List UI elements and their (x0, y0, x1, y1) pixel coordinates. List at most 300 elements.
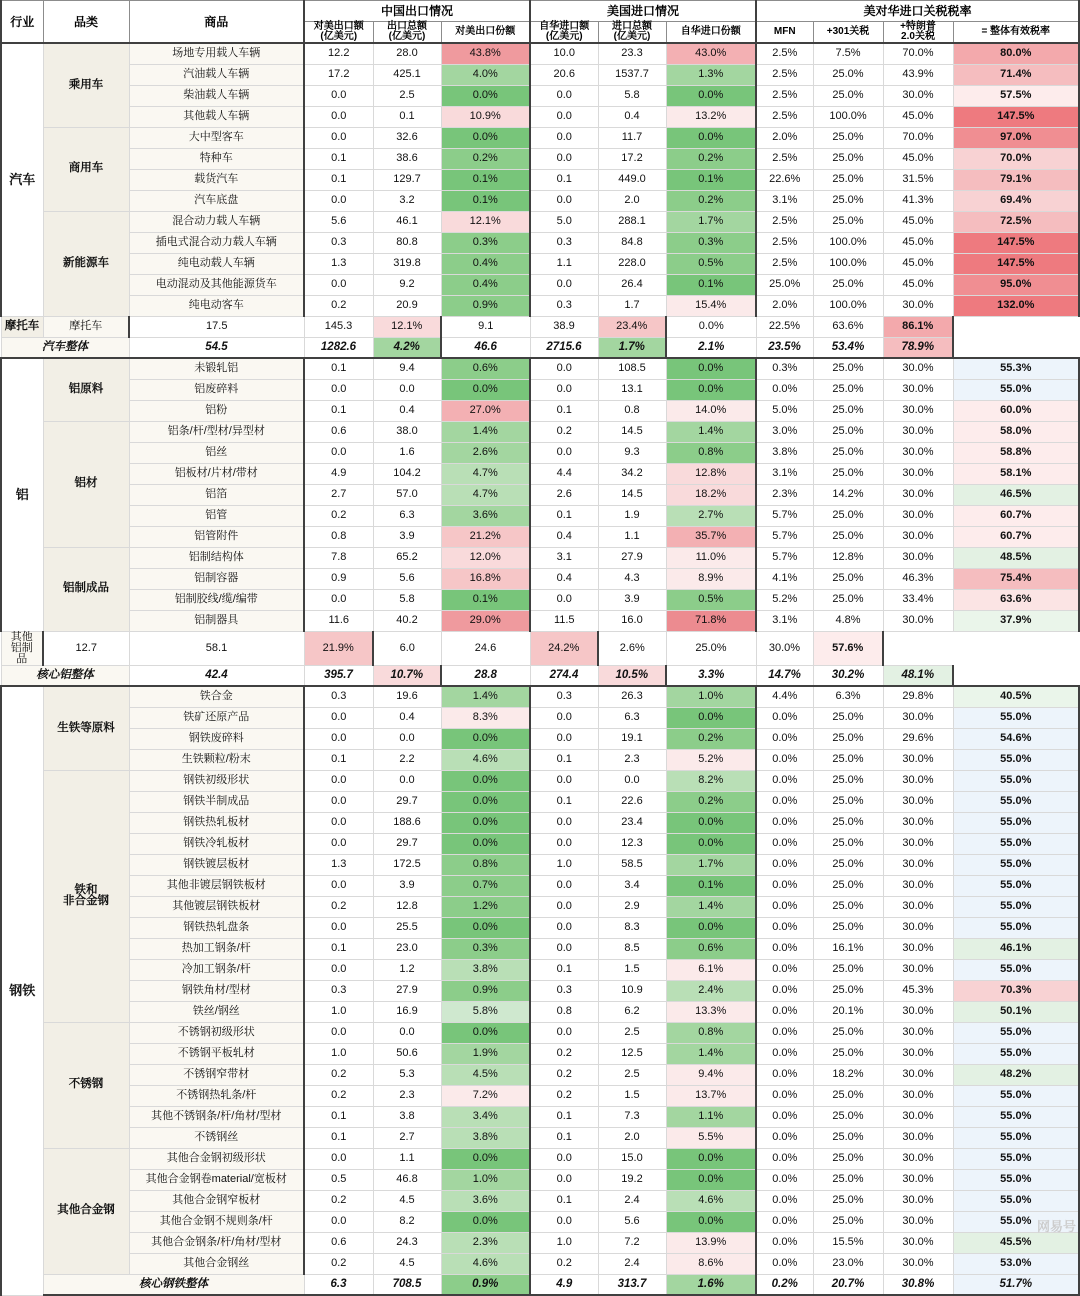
value-cell: 3.1% (756, 190, 813, 211)
header-us-share-cn: 自华进口份额 (666, 22, 756, 44)
value-cell: 6.3 (304, 1274, 373, 1295)
value-cell: 18.2% (666, 484, 756, 505)
value-cell: 0.1% (666, 875, 756, 896)
value-cell: 0.3% (441, 938, 530, 959)
value-cell: 25.0% (813, 421, 883, 442)
value-cell: 1282.6 (304, 337, 373, 358)
value-cell: 43.9% (883, 64, 953, 85)
product-cell: 钢铁废碎料 (129, 728, 304, 749)
value-cell: 16.1% (813, 938, 883, 959)
table-row (1, 938, 1079, 959)
value-cell: 22.5% (756, 316, 813, 337)
value-cell: 0.3 (530, 295, 598, 316)
value-cell: 0.6% (666, 938, 756, 959)
value-cell: 57.5% (953, 85, 1079, 106)
hdr-line1: 对美出口额 (313, 21, 364, 32)
value-cell: 75.4% (953, 568, 1079, 589)
value-cell: 25.0% (813, 812, 883, 833)
product-cell: 不锈钢丝 (129, 1127, 304, 1148)
value-cell: 3.8% (756, 442, 813, 463)
table-row (1, 232, 1079, 253)
value-cell: 172.5 (373, 854, 441, 875)
value-cell: 30.0% (883, 442, 953, 463)
value-cell: 0.0 (530, 106, 598, 127)
value-cell: 25.0% (813, 358, 883, 379)
value-cell: 0.2% (756, 1274, 813, 1295)
value-cell: 395.7 (304, 665, 373, 686)
table-row (1, 526, 1079, 547)
value-cell: 21.2% (441, 526, 530, 547)
value-cell: 30.0% (883, 1106, 953, 1127)
value-cell: 1.4% (666, 1043, 756, 1064)
watermark: 网易号 (1036, 1219, 1076, 1234)
value-cell: 0.2% (666, 728, 756, 749)
value-cell: 23.0% (813, 1253, 883, 1274)
value-cell: 45.0% (883, 148, 953, 169)
value-cell: 45.0% (883, 253, 953, 274)
value-cell: 0.2 (304, 1190, 373, 1211)
header-china-export-group: 中国出口情况 (304, 1, 530, 22)
value-cell: 0.0 (304, 1211, 373, 1232)
value-cell: 25.0% (813, 707, 883, 728)
header-product: 商品 (129, 1, 304, 44)
value-cell: 0.0 (304, 274, 373, 295)
category-cell: 生铁等原料 (43, 686, 129, 770)
value-cell: 12.7 (43, 631, 129, 665)
value-cell: 2.0% (756, 127, 813, 148)
table-row (1, 358, 1079, 379)
value-cell: 0.0% (756, 1169, 813, 1190)
value-cell: 0.0 (304, 379, 373, 400)
value-cell: 34.2 (598, 463, 666, 484)
value-cell: 0.2 (530, 1253, 598, 1274)
value-cell: 0.1 (530, 1190, 598, 1211)
value-cell: 54.6% (953, 728, 1079, 749)
value-cell: 0.7% (441, 875, 530, 896)
value-cell: 0.0% (756, 791, 813, 812)
value-cell: 1.0% (441, 1169, 530, 1190)
value-cell: 70.3% (953, 980, 1079, 1001)
value-cell: 63.6% (953, 589, 1079, 610)
table-row (1, 959, 1079, 980)
value-cell: 0.0% (666, 1148, 756, 1169)
value-cell: 0.2% (666, 791, 756, 812)
product-cell: 铁矿还原产品 (129, 707, 304, 728)
value-cell: 1.7 (598, 295, 666, 316)
value-cell: 71.4% (953, 64, 1079, 85)
value-cell: 48.2% (953, 1064, 1079, 1085)
value-cell: 132.0% (953, 295, 1079, 316)
value-cell: 5.0 (530, 211, 598, 232)
value-cell: 1.6 (373, 442, 441, 463)
value-cell: 25.0% (813, 505, 883, 526)
value-cell: 30.0% (883, 421, 953, 442)
value-cell: 4.4% (756, 686, 813, 707)
product-cell: 场地专用载人车辆 (129, 43, 304, 64)
value-cell: 9.4% (666, 1064, 756, 1085)
value-cell: 0.4% (441, 274, 530, 295)
value-cell: 0.0 (530, 833, 598, 854)
value-cell: 25.0% (813, 589, 883, 610)
value-cell: 1.7% (666, 854, 756, 875)
value-cell: 0.2 (304, 505, 373, 526)
value-cell: 43.0% (666, 43, 756, 64)
product-cell: 钢铁镀层板材 (129, 854, 304, 875)
value-cell: 24.3 (373, 1232, 441, 1253)
value-cell: 3.6% (441, 505, 530, 526)
value-cell: 1.3% (666, 64, 756, 85)
product-cell: 铝条/杆/型材/异型材 (129, 421, 304, 442)
value-cell: 13.7% (666, 1085, 756, 1106)
header-effective: = 整体有效税率 (953, 22, 1079, 44)
value-cell: 4.4 (530, 463, 598, 484)
value-cell: 1.2 (373, 959, 441, 980)
value-cell: 46.5% (953, 484, 1079, 505)
value-cell: 30.0% (883, 379, 953, 400)
value-cell: 147.5% (953, 106, 1079, 127)
header-trump (883, 22, 953, 44)
value-cell: 3.8 (373, 1106, 441, 1127)
value-cell: 0.0% (756, 1106, 813, 1127)
value-cell: 0.0% (666, 833, 756, 854)
value-cell: 16.9 (373, 1001, 441, 1022)
value-cell: 0.2 (304, 1085, 373, 1106)
value-cell: 45.0% (883, 106, 953, 127)
value-cell: 25.0% (813, 770, 883, 791)
value-cell: 0.0% (441, 917, 530, 938)
table-row (1, 568, 1079, 589)
value-cell: 55.0% (953, 833, 1079, 854)
value-cell: 0.0% (666, 358, 756, 379)
value-cell: 12.2 (304, 43, 373, 64)
value-cell: 0.0 (304, 190, 373, 211)
value-cell: 30.0% (883, 854, 953, 875)
value-cell: 25.5 (373, 917, 441, 938)
value-cell: 2.5% (756, 211, 813, 232)
table-header (1, 1, 1079, 44)
value-cell: 30.0% (883, 1001, 953, 1022)
value-cell: 0.0% (756, 875, 813, 896)
value-cell: 4.5 (373, 1253, 441, 1274)
value-cell: 0.0 (530, 1148, 598, 1169)
value-cell: 24.2% (530, 631, 598, 665)
value-cell: 25.0% (813, 127, 883, 148)
value-cell: 6.3% (813, 686, 883, 707)
value-cell: 3.2 (373, 190, 441, 211)
value-cell: 0.2 (304, 1064, 373, 1085)
table-row (1, 379, 1079, 400)
value-cell: 71.8% (666, 610, 756, 631)
value-cell: 45.0% (883, 211, 953, 232)
value-cell: 0.0 (530, 1022, 598, 1043)
value-cell: 30.0% (883, 1043, 953, 1064)
header-us-import-cn (530, 22, 598, 44)
value-cell: 0.0% (756, 896, 813, 917)
value-cell: 0.0% (756, 728, 813, 749)
value-cell: 0.0% (756, 1211, 813, 1232)
value-cell: 30.0% (883, 1190, 953, 1211)
value-cell: 4.3 (598, 568, 666, 589)
value-cell: 80.0% (953, 43, 1079, 64)
value-cell: 4.0% (441, 64, 530, 85)
value-cell: 0.1 (530, 1106, 598, 1127)
table-row (1, 589, 1079, 610)
value-cell: 0.9% (441, 1274, 530, 1295)
value-cell: 46.1% (953, 938, 1079, 959)
value-cell: 25.0% (813, 568, 883, 589)
value-cell: 0.0 (304, 875, 373, 896)
value-cell: 2715.6 (530, 337, 598, 358)
value-cell: 23.0 (373, 938, 441, 959)
value-cell: 2.6% (598, 631, 666, 665)
value-cell: 5.7% (756, 547, 813, 568)
value-cell: 0.6 (304, 1232, 373, 1253)
value-cell: 55.3% (953, 358, 1079, 379)
value-cell: 4.7% (441, 463, 530, 484)
value-cell: 145.3 (304, 316, 373, 337)
value-cell: 25.0% (813, 749, 883, 770)
value-cell: 30.0% (883, 770, 953, 791)
value-cell: 0.3 (304, 686, 373, 707)
value-cell: 28.8 (441, 665, 530, 686)
value-cell: 30.0% (883, 1022, 953, 1043)
table-row (1, 1274, 1079, 1295)
value-cell: 55.0% (953, 875, 1079, 896)
product-cell: 载货汽车 (129, 169, 304, 190)
value-cell: 45.3% (883, 980, 953, 1001)
value-cell: 0.0% (441, 791, 530, 812)
value-cell: 25.0% (813, 980, 883, 1001)
table-row (1, 400, 1079, 421)
value-cell: 14.7% (756, 665, 813, 686)
value-cell: 0.0% (666, 812, 756, 833)
table-row (1, 770, 1079, 791)
value-cell: 0.4 (373, 707, 441, 728)
value-cell: 46.1 (373, 211, 441, 232)
value-cell: 0.0 (304, 917, 373, 938)
value-cell: 79.1% (953, 169, 1079, 190)
value-cell: 2.2 (373, 749, 441, 770)
value-cell: 58.8% (953, 442, 1079, 463)
value-cell: 0.3 (304, 232, 373, 253)
value-cell: 188.6 (373, 812, 441, 833)
value-cell: 0.0% (666, 316, 756, 337)
value-cell: 70.0% (953, 148, 1079, 169)
table-row (1, 1253, 1079, 1274)
value-cell: 0.1% (441, 169, 530, 190)
value-cell: 5.2% (756, 589, 813, 610)
value-cell: 18.2% (813, 1064, 883, 1085)
value-cell: 9.4 (373, 358, 441, 379)
value-cell: 2.4 (598, 1190, 666, 1211)
value-cell: 12.8% (666, 463, 756, 484)
value-cell: 1.7% (598, 337, 666, 358)
table-row (1, 631, 1079, 665)
value-cell: 46.3% (883, 568, 953, 589)
value-cell: 4.5 (373, 1190, 441, 1211)
value-cell: 17.2 (304, 64, 373, 85)
product-cell: 铝箔 (129, 484, 304, 505)
value-cell: 0.0 (304, 791, 373, 812)
value-cell: 0.0 (304, 589, 373, 610)
value-cell: 1.2% (441, 896, 530, 917)
table-row (1, 1127, 1079, 1148)
value-cell: 0.3 (530, 686, 598, 707)
value-cell: 22.6 (598, 791, 666, 812)
value-cell: 25.0% (813, 190, 883, 211)
value-cell: 0.0% (666, 1169, 756, 1190)
value-cell: 25.0% (756, 274, 813, 295)
value-cell: 50.6 (373, 1043, 441, 1064)
header-us-import-group: 美国进口情况 (530, 1, 756, 22)
value-cell: 8.5 (598, 938, 666, 959)
table-row (1, 190, 1079, 211)
value-cell: 0.0% (756, 770, 813, 791)
value-cell: 12.1% (373, 316, 441, 337)
value-cell: 2.7 (304, 484, 373, 505)
value-cell: 2.4 (598, 1253, 666, 1274)
value-cell: 0.8 (598, 400, 666, 421)
value-cell: 53.0% (953, 1253, 1079, 1274)
value-cell: 30.0% (883, 917, 953, 938)
value-cell: 108.5 (598, 358, 666, 379)
value-cell: 0.0% (756, 1064, 813, 1085)
product-cell: 其他铝制品 (1, 631, 43, 665)
product-cell: 其他合金钢窄板材 (129, 1190, 304, 1211)
value-cell: 9.2 (373, 274, 441, 295)
value-cell: 12.8% (813, 547, 883, 568)
product-cell: 铝粉 (129, 400, 304, 421)
value-cell: 0.0 (530, 770, 598, 791)
value-cell: 0.0% (441, 1211, 530, 1232)
table-row (1, 610, 1079, 631)
value-cell: 25.0% (813, 85, 883, 106)
value-cell: 274.4 (530, 665, 598, 686)
product-cell: 其他合金钢不规则条/杆 (129, 1211, 304, 1232)
value-cell: 25.0% (813, 211, 883, 232)
value-cell: 29.0% (441, 610, 530, 631)
value-cell: 1.0 (304, 1043, 373, 1064)
value-cell: 1.1 (373, 1148, 441, 1169)
value-cell: 0.1 (304, 749, 373, 770)
value-cell: 4.9 (530, 1274, 598, 1295)
table-row (1, 707, 1079, 728)
product-cell: 混合动力载人车辆 (129, 211, 304, 232)
value-cell: 0.0 (304, 127, 373, 148)
value-cell: 0.3 (530, 232, 598, 253)
table-row (1, 211, 1079, 232)
value-cell: 0.1 (530, 400, 598, 421)
value-cell: 5.8% (441, 1001, 530, 1022)
value-cell: 0.1 (304, 938, 373, 959)
table-row (1, 917, 1079, 938)
value-cell: 1.4% (666, 896, 756, 917)
table-row (1, 442, 1079, 463)
value-cell: 0.9 (304, 568, 373, 589)
product-cell: 铝板材/片材/带材 (129, 463, 304, 484)
value-cell: 25.0% (813, 875, 883, 896)
hdr-line2: (亿美元) (320, 31, 358, 42)
table-row (1, 1064, 1079, 1085)
product-cell: 未锻轧铝 (129, 358, 304, 379)
value-cell: 100.0% (813, 253, 883, 274)
value-cell: 0.0% (441, 379, 530, 400)
value-cell: 42.4 (129, 665, 304, 686)
value-cell: 0.1 (304, 1127, 373, 1148)
value-cell: 25.0% (813, 64, 883, 85)
value-cell: 46.6 (441, 337, 530, 358)
product-cell: 铁合金 (129, 686, 304, 707)
value-cell: 1.3 (304, 253, 373, 274)
value-cell: 25.0% (813, 854, 883, 875)
product-cell: 其他载人车辆 (129, 106, 304, 127)
value-cell: 11.7 (598, 127, 666, 148)
value-cell: 0.0% (756, 1190, 813, 1211)
category-cell: 摩托车 (1, 316, 43, 337)
value-cell: 0.0 (530, 938, 598, 959)
value-cell: 100.0% (813, 106, 883, 127)
value-cell: 0.0% (441, 812, 530, 833)
value-cell: 7.2 (598, 1232, 666, 1253)
value-cell: 30.0% (883, 547, 953, 568)
value-cell: 27.0% (441, 400, 530, 421)
product-cell: 特种车 (129, 148, 304, 169)
value-cell: 37.9% (953, 610, 1079, 631)
value-cell: 0.3% (666, 232, 756, 253)
product-cell: 其他非镀层钢铁板材 (129, 875, 304, 896)
product-cell: 铝丝 (129, 442, 304, 463)
value-cell: 55.0% (953, 1043, 1079, 1064)
value-cell: 0.0% (756, 959, 813, 980)
hdr-line1: +特朗普 (900, 21, 936, 32)
table-row (1, 1022, 1079, 1043)
value-cell: 0.0% (666, 707, 756, 728)
category-cell: 铝材 (43, 421, 129, 547)
value-cell: 7.8 (304, 547, 373, 568)
value-cell: 0.0% (756, 1001, 813, 1022)
value-cell: 25.0% (813, 1085, 883, 1106)
value-cell: 2.6% (441, 442, 530, 463)
value-cell: 30.0% (883, 1148, 953, 1169)
product-cell: 钢铁热轧板材 (129, 812, 304, 833)
value-cell: 2.5 (373, 85, 441, 106)
value-cell: 0.0 (304, 85, 373, 106)
value-cell: 55.0% (953, 1127, 1079, 1148)
value-cell: 3.4% (441, 1106, 530, 1127)
value-cell: 25.0% (813, 833, 883, 854)
value-cell: 86.1% (883, 316, 953, 337)
value-cell: 0.6% (441, 358, 530, 379)
value-cell: 7.2% (441, 1085, 530, 1106)
header-cn-export-total (373, 22, 441, 44)
category-total-cell: 汽车整体 (1, 337, 129, 358)
table-row (1, 316, 1079, 337)
value-cell: 48.5% (953, 547, 1079, 568)
table-row (1, 875, 1079, 896)
value-cell: 0.0% (441, 1022, 530, 1043)
product-cell: 其他合金钢卷material/宽板材 (129, 1169, 304, 1190)
value-cell: 41.3% (883, 190, 953, 211)
product-cell: 铝制胶线/缆/编带 (129, 589, 304, 610)
category-cell: 商用车 (43, 127, 129, 211)
value-cell: 0.0% (756, 854, 813, 875)
value-cell: 23.5% (756, 337, 813, 358)
value-cell: 55.0% (953, 1148, 1079, 1169)
value-cell: 0.3 (304, 980, 373, 1001)
product-cell: 其他镀层钢铁板材 (129, 896, 304, 917)
value-cell: 30.0% (883, 707, 953, 728)
value-cell: 0.0% (756, 707, 813, 728)
